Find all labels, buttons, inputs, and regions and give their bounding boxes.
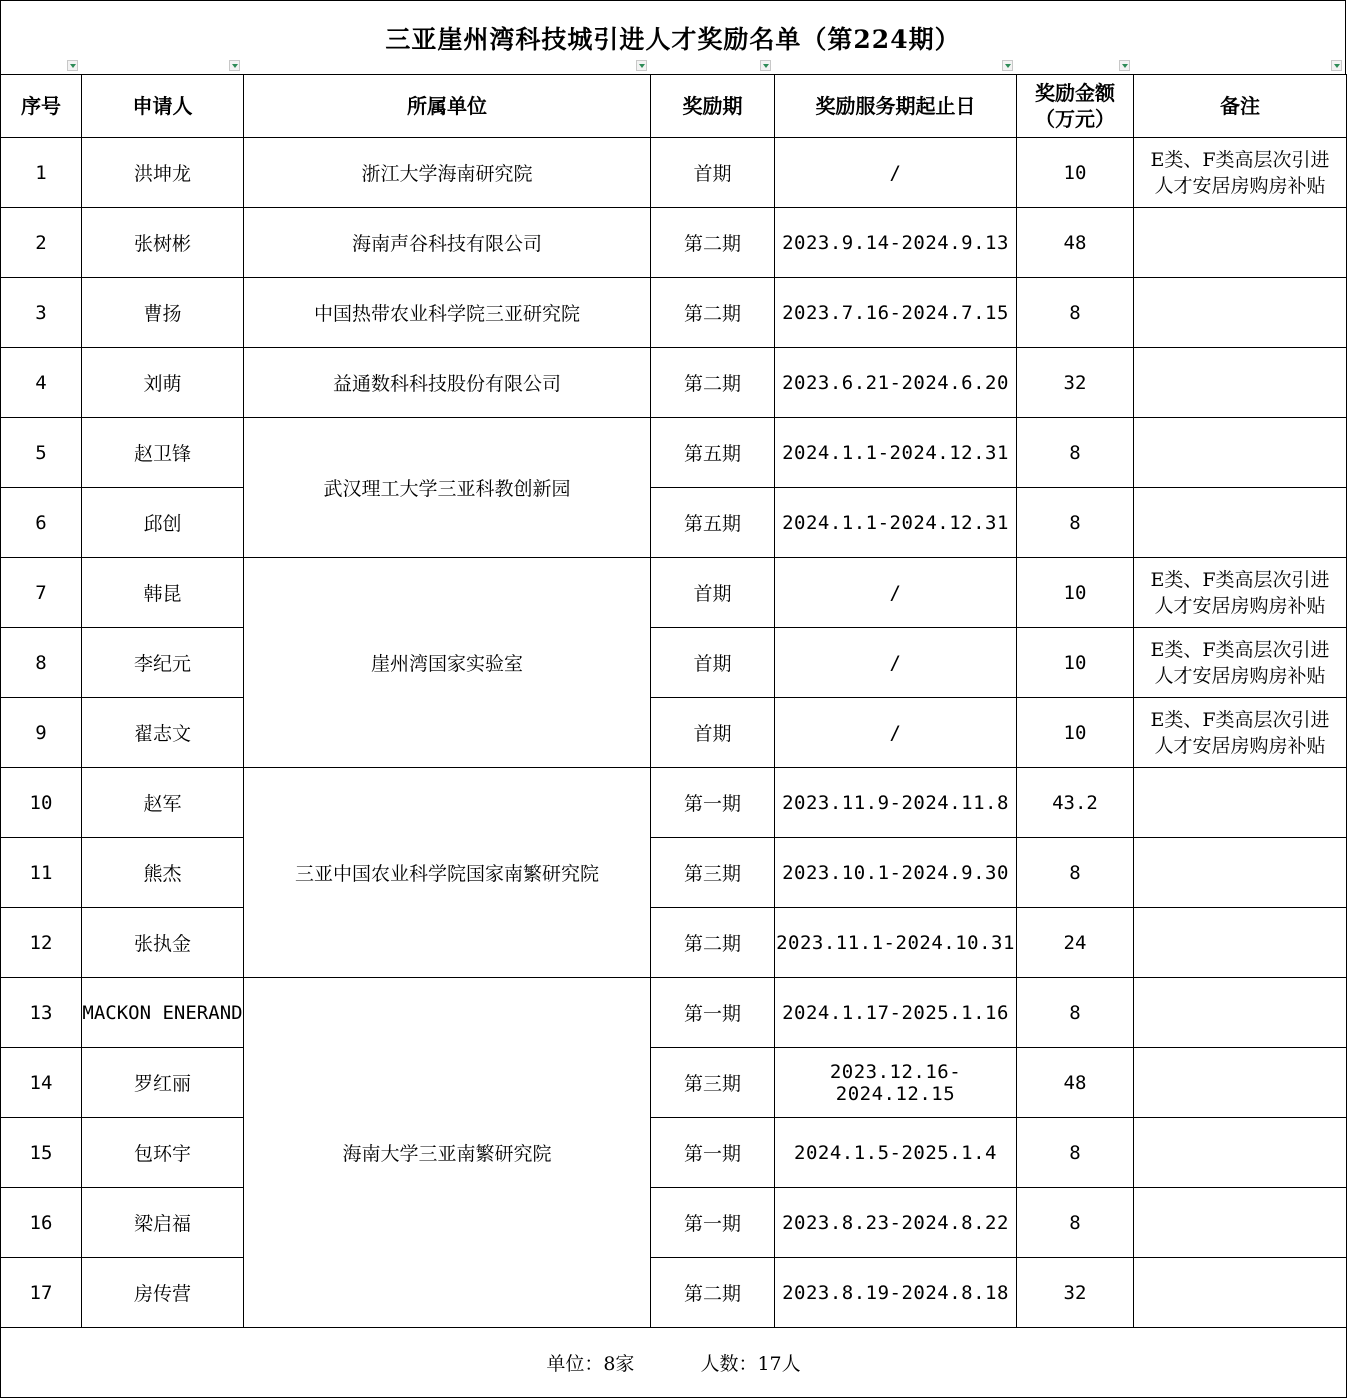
cell-seq[interactable]: 16 <box>1 1188 82 1258</box>
cell-period[interactable]: 第一期 <box>651 1188 775 1258</box>
cell-seq[interactable]: 9 <box>1 698 82 768</box>
header-service-period[interactable]: 奖励服务期起止日 <box>775 75 1017 138</box>
note-line: E类、F类高层次引进 <box>1150 638 1330 661</box>
cell-service[interactable]: 2024.1.17-2025.1.16 <box>775 978 1017 1048</box>
table-row <box>1 628 1347 698</box>
cell-service[interactable]: / <box>775 628 1017 698</box>
cell-amount[interactable]: 8 <box>1017 1118 1134 1188</box>
cell-amount[interactable]: 8 <box>1017 1188 1134 1258</box>
note-line: 人才安居房购房补贴 <box>1154 174 1326 197</box>
filter-dropdown-icon[interactable] <box>760 60 771 71</box>
table-row <box>1 698 1347 768</box>
sheet-title: 三亚崖州湾科技城引进人才奖励名单（第224期） <box>0 0 1346 75</box>
cell-seq[interactable]: 1 <box>1 138 82 208</box>
cell-applicant[interactable]: 熊杰 <box>82 838 244 908</box>
cell-amount[interactable]: 10 <box>1017 558 1134 628</box>
cell-note[interactable] <box>1134 348 1347 418</box>
cell-amount[interactable]: 48 <box>1017 1048 1134 1118</box>
note-line: E类、F类高层次引进 <box>1150 148 1330 171</box>
cell-period[interactable]: 第二期 <box>651 348 775 418</box>
cell-note[interactable] <box>1134 1258 1347 1328</box>
cell-period[interactable]: 第一期 <box>651 978 775 1048</box>
cell-note[interactable] <box>1134 978 1347 1048</box>
cell-seq[interactable]: 3 <box>1 278 82 348</box>
header-amount[interactable] <box>1017 75 1134 138</box>
cell-service[interactable]: 2023.8.19-2024.8.18 <box>775 1258 1017 1328</box>
cell-note[interactable] <box>1134 1188 1347 1258</box>
header-note[interactable]: 备注 <box>1134 75 1347 138</box>
cell-amount[interactable]: 8 <box>1017 838 1134 908</box>
summary-row <box>1 1328 1347 1398</box>
header-applicant[interactable]: 申请人 <box>82 75 244 138</box>
cell-seq[interactable]: 8 <box>1 628 82 698</box>
cell-note[interactable] <box>1134 838 1347 908</box>
cell-note[interactable] <box>1134 558 1347 628</box>
reward-table <box>0 74 1347 1398</box>
cell-applicant[interactable]: 包环宇 <box>82 1118 244 1188</box>
cell-period[interactable]: 第三期 <box>651 838 775 908</box>
note-line: 人才安居房购房补贴 <box>1154 664 1326 687</box>
cell-service[interactable]: 2023.11.9-2024.11.8 <box>775 768 1017 838</box>
table-row <box>1 1188 1347 1258</box>
table-row <box>1 418 1347 488</box>
cell-period[interactable]: 第二期 <box>651 1258 775 1328</box>
header-row <box>1 75 1347 138</box>
cell-applicant[interactable]: 房传营 <box>82 1258 244 1328</box>
cell-period[interactable]: 第二期 <box>651 208 775 278</box>
cell-unit[interactable]: 益通数科科技股份有限公司 <box>244 348 651 418</box>
cell-applicant[interactable]: 梁启福 <box>82 1188 244 1258</box>
cell-applicant[interactable]: 韩昆 <box>82 558 244 628</box>
table-row <box>1 348 1347 418</box>
note-line: 人才安居房购房补贴 <box>1154 734 1326 757</box>
cell-note[interactable] <box>1134 488 1347 558</box>
cell-period[interactable]: 第五期 <box>651 488 775 558</box>
cell-unit[interactable]: 武汉理工大学三亚科教创新园 <box>244 418 651 558</box>
cell-applicant[interactable]: 曹扬 <box>82 278 244 348</box>
header-seq[interactable]: 序号 <box>1 75 82 138</box>
cell-period[interactable]: 第三期 <box>651 1048 775 1118</box>
cell-service[interactable]: 2023.11.1-2024.10.31 <box>775 908 1017 978</box>
cell-period[interactable]: 第二期 <box>651 278 775 348</box>
cell-service[interactable]: 2023.12.16-2024.12.15 <box>775 1048 1017 1118</box>
cell-service[interactable]: 2024.1.1-2024.12.31 <box>775 488 1017 558</box>
cell-amount[interactable]: 48 <box>1017 208 1134 278</box>
cell-applicant[interactable]: 罗红丽 <box>82 1048 244 1118</box>
cell-applicant[interactable]: 洪坤龙 <box>82 138 244 208</box>
table-row <box>1 1258 1347 1328</box>
cell-applicant[interactable]: 赵军 <box>82 768 244 838</box>
filter-dropdown-icon[interactable] <box>1002 60 1013 71</box>
header-amount-line1: 奖励金额 <box>1035 81 1115 105</box>
cell-service[interactable]: 2023.8.23-2024.8.22 <box>775 1188 1017 1258</box>
cell-service[interactable]: 2023.7.16-2024.7.15 <box>775 278 1017 348</box>
cell-period[interactable]: 第一期 <box>651 1118 775 1188</box>
cell-amount[interactable]: 10 <box>1017 698 1134 768</box>
cell-service[interactable]: 2023.10.1-2024.9.30 <box>775 838 1017 908</box>
table-row <box>1 208 1347 278</box>
cell-amount[interactable]: 10 <box>1017 628 1134 698</box>
cell-seq[interactable]: 14 <box>1 1048 82 1118</box>
cell-amount[interactable]: 43.2 <box>1017 768 1134 838</box>
table-row <box>1 138 1347 208</box>
cell-period[interactable]: 第五期 <box>651 418 775 488</box>
cell-applicant[interactable]: MACKON ENERAND <box>82 978 244 1048</box>
table-row <box>1 838 1347 908</box>
cell-amount[interactable]: 8 <box>1017 978 1134 1048</box>
cell-service[interactable]: 2024.1.1-2024.12.31 <box>775 418 1017 488</box>
cell-applicant[interactable]: 赵卫锋 <box>82 418 244 488</box>
cell-service[interactable]: 2024.1.5-2025.1.4 <box>775 1118 1017 1188</box>
cell-amount[interactable]: 32 <box>1017 1258 1134 1328</box>
cell-note[interactable] <box>1134 1118 1347 1188</box>
filter-dropdown-icon[interactable] <box>1119 60 1130 71</box>
cell-amount[interactable]: 10 <box>1017 138 1134 208</box>
cell-unit[interactable]: 浙江大学海南研究院 <box>244 138 651 208</box>
table-row <box>1 488 1347 558</box>
cell-unit[interactable]: 崖州湾国家实验室 <box>244 558 651 768</box>
cell-seq[interactable]: 10 <box>1 768 82 838</box>
unit-count: 单位：8家 <box>546 1353 635 1375</box>
filter-dropdown-icon[interactable] <box>1331 60 1342 71</box>
cell-seq[interactable]: 7 <box>1 558 82 628</box>
cell-note[interactable] <box>1134 1048 1347 1118</box>
header-amount-line2: （万元） <box>1035 107 1115 131</box>
table-row <box>1 1118 1347 1188</box>
filter-dropdown-icon[interactable] <box>67 60 78 71</box>
cell-seq[interactable]: 5 <box>1 418 82 488</box>
cell-amount[interactable]: 32 <box>1017 348 1134 418</box>
cell-seq[interactable]: 13 <box>1 978 82 1048</box>
cell-applicant[interactable]: 张执金 <box>82 908 244 978</box>
table-row <box>1 768 1347 838</box>
filter-dropdown-icon[interactable] <box>636 60 647 71</box>
table-row <box>1 278 1347 348</box>
cell-note[interactable] <box>1134 628 1347 698</box>
cell-amount[interactable]: 8 <box>1017 418 1134 488</box>
cell-applicant[interactable]: 李纪元 <box>82 628 244 698</box>
table-row <box>1 978 1347 1048</box>
header-unit[interactable]: 所属单位 <box>244 75 651 138</box>
cell-period[interactable]: 首期 <box>651 138 775 208</box>
cell-note[interactable] <box>1134 768 1347 838</box>
people-count: 人数：17人 <box>700 1353 801 1375</box>
cell-note[interactable] <box>1134 138 1347 208</box>
cell-period[interactable]: 第一期 <box>651 768 775 838</box>
cell-unit[interactable]: 中国热带农业科学院三亚研究院 <box>244 278 651 348</box>
table-row <box>1 558 1347 628</box>
cell-unit[interactable]: 海南声谷科技有限公司 <box>244 208 651 278</box>
cell-service[interactable]: 2023.6.21-2024.6.20 <box>775 348 1017 418</box>
cell-amount[interactable]: 8 <box>1017 488 1134 558</box>
cell-period[interactable]: 首期 <box>651 628 775 698</box>
cell-note[interactable] <box>1134 908 1347 978</box>
cell-seq[interactable]: 15 <box>1 1118 82 1188</box>
note-line: E类、F类高层次引进 <box>1150 708 1330 731</box>
cell-seq[interactable]: 4 <box>1 348 82 418</box>
summary-cell[interactable] <box>1 1328 1347 1398</box>
cell-service[interactable]: / <box>775 138 1017 208</box>
cell-period[interactable]: 第二期 <box>651 908 775 978</box>
cell-note[interactable] <box>1134 418 1347 488</box>
cell-applicant[interactable]: 张树彬 <box>82 208 244 278</box>
table-row <box>1 1048 1347 1118</box>
cell-service[interactable]: / <box>775 698 1017 768</box>
cell-seq[interactable]: 17 <box>1 1258 82 1328</box>
cell-applicant[interactable]: 邱创 <box>82 488 244 558</box>
cell-seq[interactable]: 11 <box>1 838 82 908</box>
cell-unit[interactable]: 三亚中国农业科学院国家南繁研究院 <box>244 768 651 978</box>
cell-seq[interactable]: 2 <box>1 208 82 278</box>
note-line: 人才安居房购房补贴 <box>1154 594 1326 617</box>
header-period[interactable]: 奖励期 <box>651 75 775 138</box>
table-row <box>1 908 1347 978</box>
cell-period[interactable]: 首期 <box>651 698 775 768</box>
cell-amount[interactable]: 8 <box>1017 278 1134 348</box>
cell-unit[interactable]: 海南大学三亚南繁研究院 <box>244 978 651 1328</box>
cell-applicant[interactable]: 翟志文 <box>82 698 244 768</box>
cell-amount[interactable]: 24 <box>1017 908 1134 978</box>
note-line: E类、F类高层次引进 <box>1150 568 1330 591</box>
cell-note[interactable] <box>1134 698 1347 768</box>
cell-service[interactable]: 2023.9.14-2024.9.13 <box>775 208 1017 278</box>
cell-seq[interactable]: 6 <box>1 488 82 558</box>
cell-note[interactable] <box>1134 278 1347 348</box>
cell-seq[interactable]: 12 <box>1 908 82 978</box>
cell-service[interactable]: / <box>775 558 1017 628</box>
cell-period[interactable]: 首期 <box>651 558 775 628</box>
cell-applicant[interactable]: 刘萌 <box>82 348 244 418</box>
cell-note[interactable] <box>1134 208 1347 278</box>
filter-dropdown-icon[interactable] <box>229 60 240 71</box>
